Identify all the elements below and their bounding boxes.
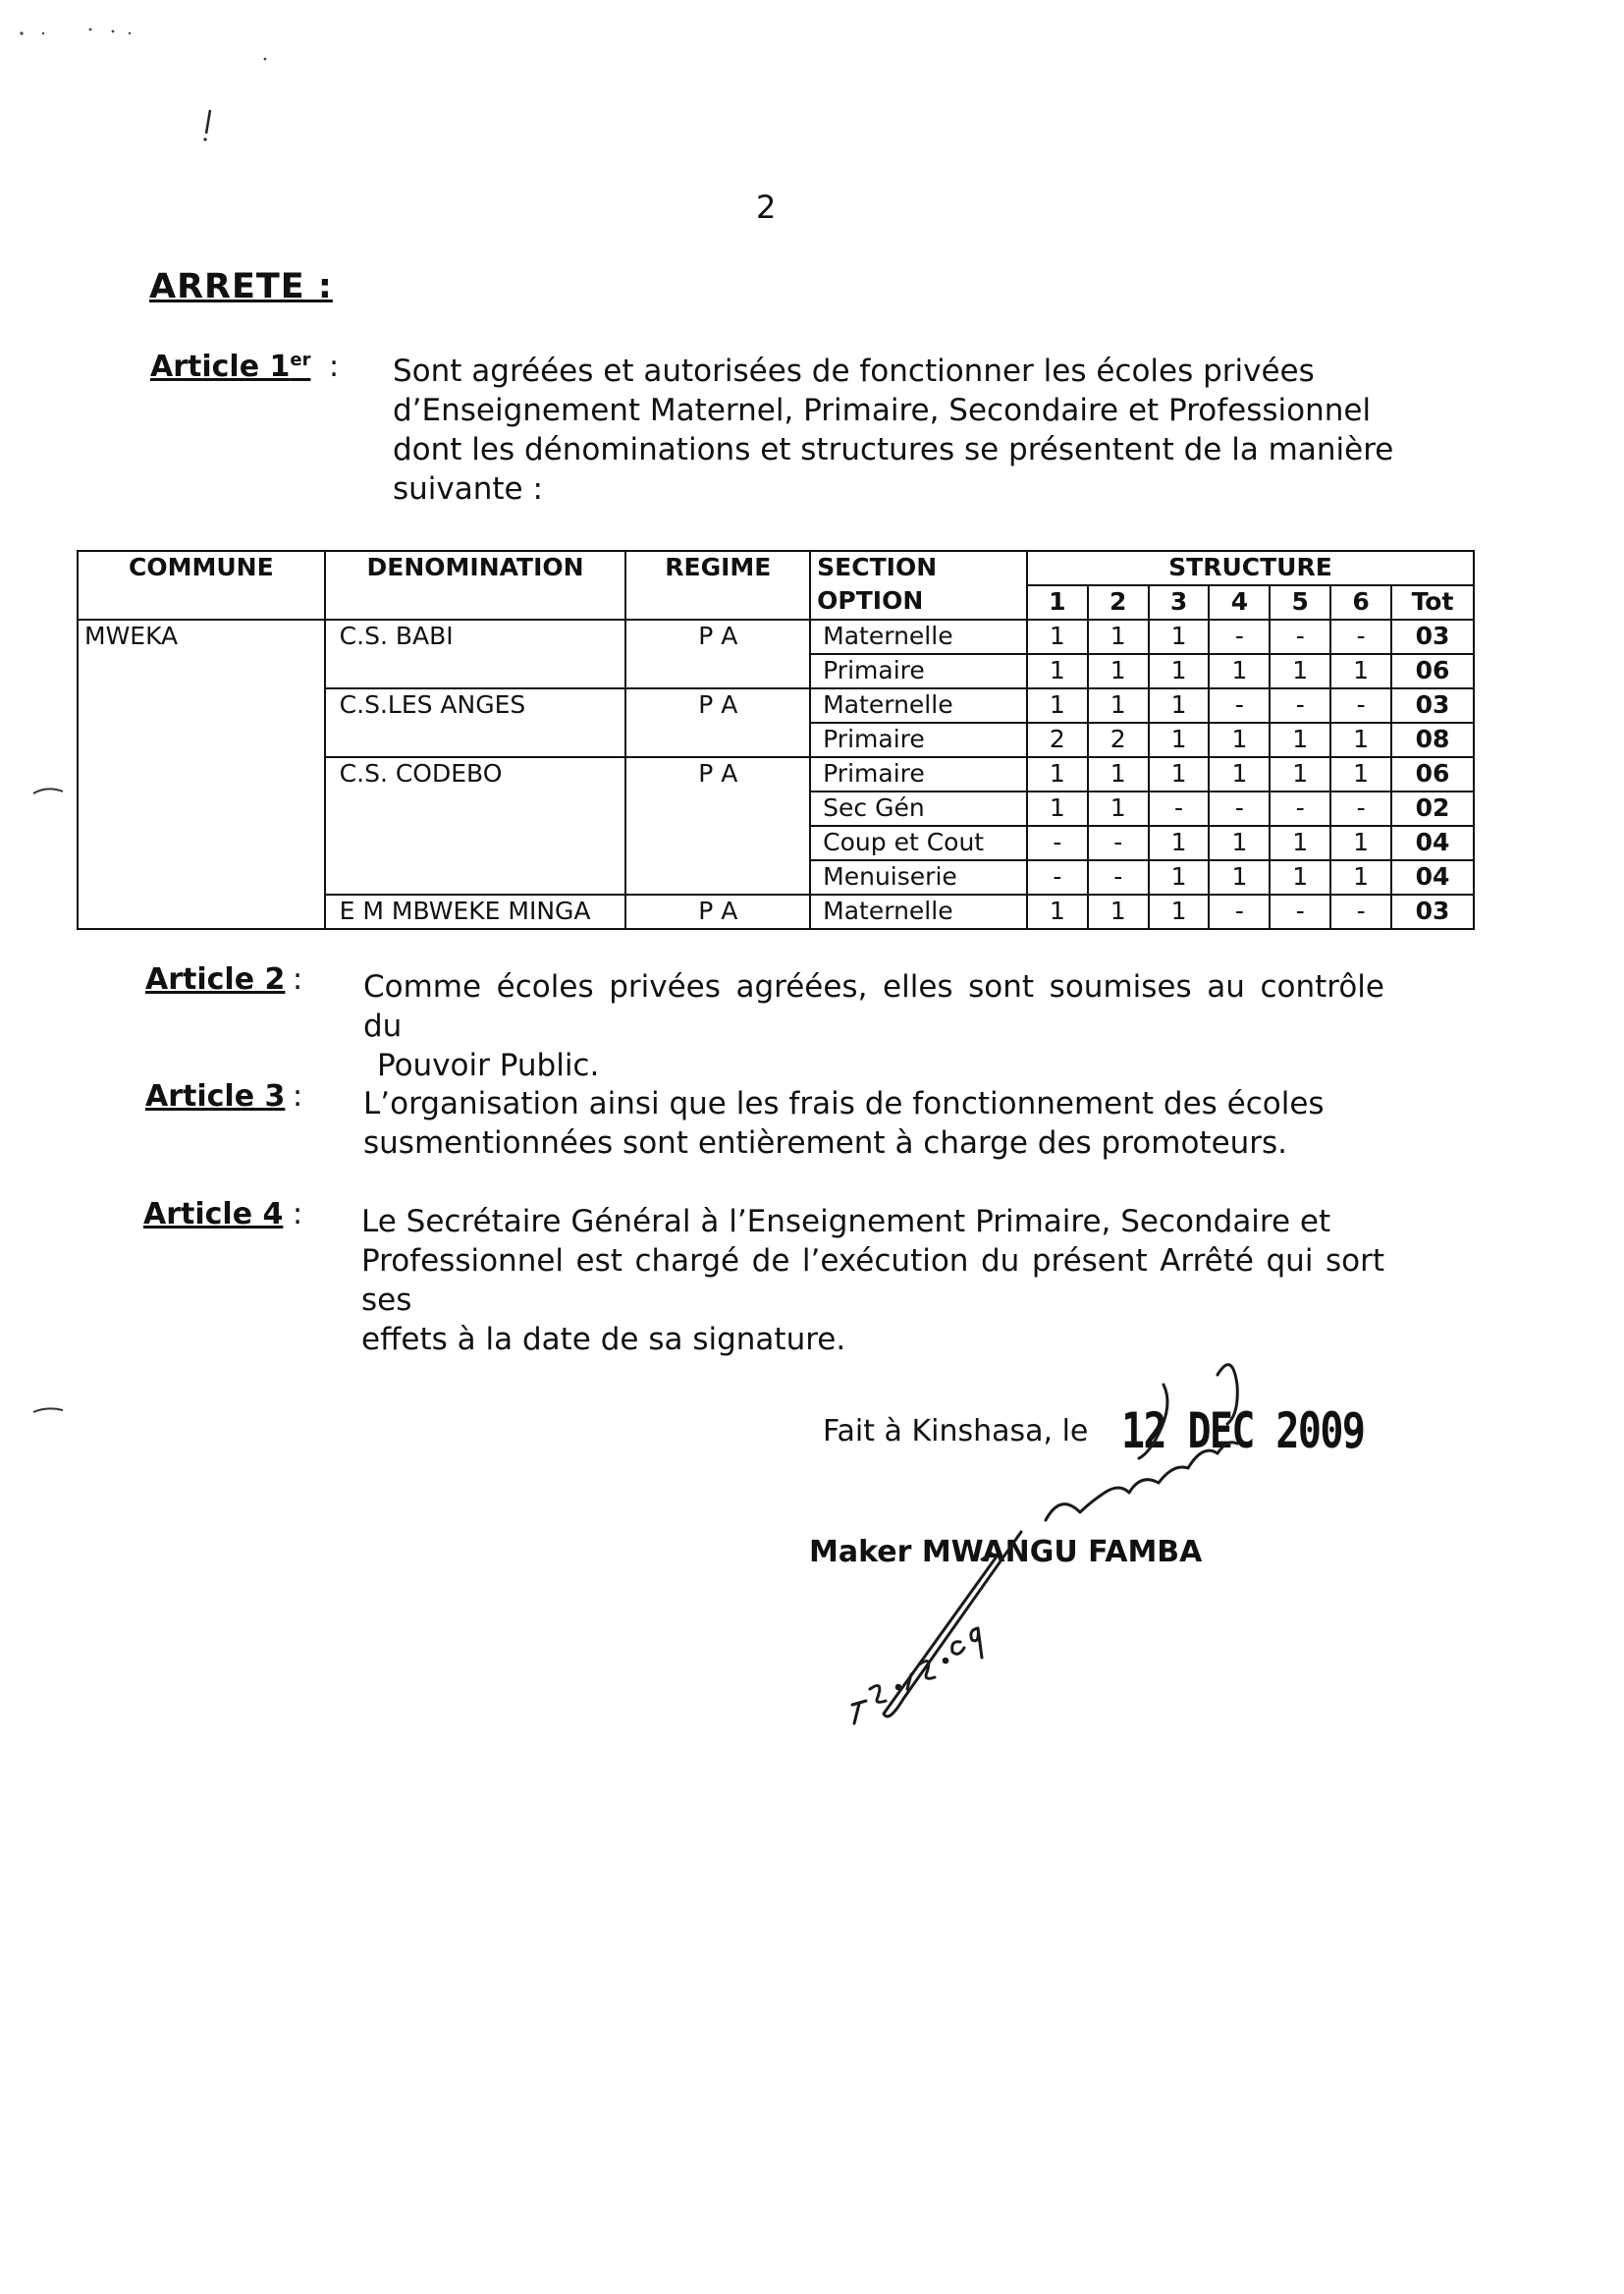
signatory-name: Maker MWANGU FAMBA — [809, 1535, 1203, 1569]
structure-cell: - — [1027, 826, 1088, 860]
table-header-row — [78, 585, 1474, 620]
structure-cell: 1 — [1270, 723, 1330, 757]
section-cell: Coup et Cout — [810, 826, 1027, 860]
structure-cell: 1 — [1027, 895, 1088, 929]
section-cell: Sec Gén — [810, 792, 1027, 826]
structure-cell: 1 — [1209, 654, 1270, 688]
header-col: 3 — [1149, 585, 1210, 620]
text-line: Le Secrétaire Général à l’Enseignement Primaire, Secondaire et — [361, 1204, 1331, 1239]
structure-cell: 2 — [1088, 723, 1149, 757]
header-option: OPTION — [810, 585, 1027, 620]
handwritten-signature — [785, 1345, 1394, 1758]
regime-cell: P A — [625, 688, 810, 757]
text-line: suivante : — [393, 471, 543, 507]
header-blank — [325, 585, 626, 620]
header-col: 6 — [1330, 585, 1391, 620]
scan-marks — [0, 0, 314, 157]
structure-cell: 1 — [1209, 757, 1270, 792]
section-cell: Menuiserie — [810, 860, 1027, 895]
structure-cell: 1 — [1027, 757, 1088, 792]
structure-cell: 1 — [1149, 826, 1210, 860]
structure-cell: 1 — [1149, 757, 1210, 792]
structure-cell: - — [1330, 895, 1391, 929]
header-col: 2 — [1088, 585, 1149, 620]
table-row — [78, 620, 1474, 654]
article-1-label — [150, 350, 310, 384]
article-1-title: Article 1er — [150, 350, 311, 384]
article-2-text — [363, 967, 1384, 1085]
structure-cell: - — [1088, 860, 1149, 895]
total-cell: 04 — [1391, 860, 1474, 895]
article-4-text — [361, 1202, 1384, 1359]
structure-cell: 2 — [1027, 723, 1088, 757]
structure-cell: - — [1209, 620, 1270, 654]
denomination-cell: C.S.LES ANGES — [325, 688, 626, 757]
header-col: 5 — [1270, 585, 1330, 620]
structure-cell: 1 — [1088, 757, 1149, 792]
structure-cell: 1 — [1149, 860, 1210, 895]
structure-cell: 1 — [1270, 826, 1330, 860]
text-line: d’Enseignement Maternel, Primaire, Secondaire et Professionnel — [393, 393, 1372, 428]
commune-cell: MWEKA — [78, 620, 325, 929]
signature-place: Fait à Kinshasa, le — [823, 1414, 1089, 1448]
text-line: Pouvoir Public. — [377, 1048, 600, 1083]
text-line: effets à la date de sa signature. — [361, 1322, 846, 1357]
article-3-colon: : — [293, 1079, 303, 1114]
denomination-cell: C.S. BABI — [325, 620, 626, 688]
structure-cell: 1 — [1149, 620, 1210, 654]
header-structure: STRUCTURE — [1027, 551, 1474, 585]
table-header-row — [78, 551, 1474, 585]
structure-cell: - — [1330, 792, 1391, 826]
structure-cell: - — [1149, 792, 1210, 826]
text-line: Comme écoles privées agréées, elles sont soumises au contrôle du — [363, 969, 1384, 1044]
structure-cell: - — [1088, 826, 1149, 860]
structure-cell: 1 — [1027, 620, 1088, 654]
structure-cell: 1 — [1270, 654, 1330, 688]
structure-cell: 1 — [1088, 654, 1149, 688]
structure-cell: - — [1270, 895, 1330, 929]
structure-cell: 1 — [1149, 654, 1210, 688]
header-col: 1 — [1027, 585, 1088, 620]
structure-cell: - — [1209, 792, 1270, 826]
denomination-cell: C.S. CODEBO — [325, 757, 626, 895]
structure-cell: 1 — [1027, 792, 1088, 826]
article-2-label: Article 2 — [145, 962, 286, 997]
structure-cell: - — [1330, 620, 1391, 654]
text-line: Professionnel est chargé de l’exécution du présent Arrêté qui sort ses — [361, 1243, 1384, 1318]
structure-cell: - — [1209, 688, 1270, 723]
regime-cell: P A — [625, 620, 810, 688]
structure-cell: 1 — [1209, 860, 1270, 895]
signature-stamp-date: 12 DEC 2009 — [1121, 1402, 1365, 1459]
structure-cell: 1 — [1209, 826, 1270, 860]
header-col: 4 — [1209, 585, 1270, 620]
structure-cell: - — [1270, 620, 1330, 654]
total-cell: 03 — [1391, 620, 1474, 654]
scan-mark — [29, 1400, 69, 1420]
structure-cell: 1 — [1149, 723, 1210, 757]
article-1-text — [393, 352, 1402, 509]
structure-cell: 1 — [1088, 620, 1149, 654]
total-cell: 02 — [1391, 792, 1474, 826]
total-cell: 06 — [1391, 757, 1474, 792]
structure-cell: - — [1270, 688, 1330, 723]
article-1-colon: : — [329, 350, 340, 384]
header-blank — [78, 585, 325, 620]
structure-cell: - — [1270, 792, 1330, 826]
structure-cell: 1 — [1330, 654, 1391, 688]
article-4-colon: : — [293, 1197, 303, 1231]
section-cell: Primaire — [810, 757, 1027, 792]
structure-cell: 1 — [1149, 688, 1210, 723]
text-line: L’organisation ainsi que les frais de fonctionnement des écoles — [363, 1086, 1325, 1121]
structure-cell: 1 — [1027, 654, 1088, 688]
regime-cell: P A — [625, 757, 810, 895]
article-2-colon: : — [293, 962, 303, 997]
article-3-label: Article 3 — [145, 1079, 286, 1114]
decree-heading: ARRETE : — [149, 267, 333, 306]
structure-cell: 1 — [1270, 860, 1330, 895]
structure-cell: - — [1027, 860, 1088, 895]
structure-cell: 1 — [1330, 826, 1391, 860]
total-cell: 04 — [1391, 826, 1474, 860]
text-line: dont les dénominations et structures se présentent de la manière — [393, 432, 1394, 467]
header-col-total: Tot — [1391, 585, 1474, 620]
section-cell: Primaire — [810, 654, 1027, 688]
header-denomination: DENOMINATION — [325, 551, 626, 585]
structure-cell: - — [1209, 895, 1270, 929]
section-cell: Primaire — [810, 723, 1027, 757]
structure-cell: - — [1330, 688, 1391, 723]
header-section: SECTION — [810, 551, 1027, 585]
section-cell: Maternelle — [810, 688, 1027, 723]
structure-cell: 1 — [1027, 688, 1088, 723]
structure-cell: 1 — [1330, 723, 1391, 757]
total-cell: 03 — [1391, 688, 1474, 723]
denomination-cell: E M MBWEKE MINGA — [325, 895, 626, 929]
structure-cell: 1 — [1149, 895, 1210, 929]
article-4-label: Article 4 — [143, 1197, 284, 1231]
text-line: Sont agréées et autorisées de fonctionner les écoles privées — [393, 354, 1315, 389]
section-cell: Maternelle — [810, 895, 1027, 929]
page-number: 2 — [756, 189, 777, 226]
header-commune: COMMUNE — [78, 551, 325, 585]
structure-cell: 1 — [1330, 757, 1391, 792]
structure-cell: 1 — [1088, 688, 1149, 723]
text-line: susmentionnées sont entièrement à charge des promoteurs. — [363, 1125, 1288, 1161]
section-cell: Maternelle — [810, 620, 1027, 654]
article-3-text — [363, 1084, 1384, 1163]
scan-mark — [29, 782, 69, 801]
structure-cell: 1 — [1330, 860, 1391, 895]
header-regime: REGIME — [625, 551, 810, 585]
total-cell: 06 — [1391, 654, 1474, 688]
regime-cell: P A — [625, 895, 810, 929]
total-cell: 03 — [1391, 895, 1474, 929]
header-blank — [625, 585, 810, 620]
structure-cell: 1 — [1209, 723, 1270, 757]
structure-cell: 1 — [1270, 757, 1330, 792]
schools-table — [77, 550, 1475, 930]
structure-cell: 1 — [1088, 792, 1149, 826]
total-cell: 08 — [1391, 723, 1474, 757]
structure-cell: 1 — [1088, 895, 1149, 929]
